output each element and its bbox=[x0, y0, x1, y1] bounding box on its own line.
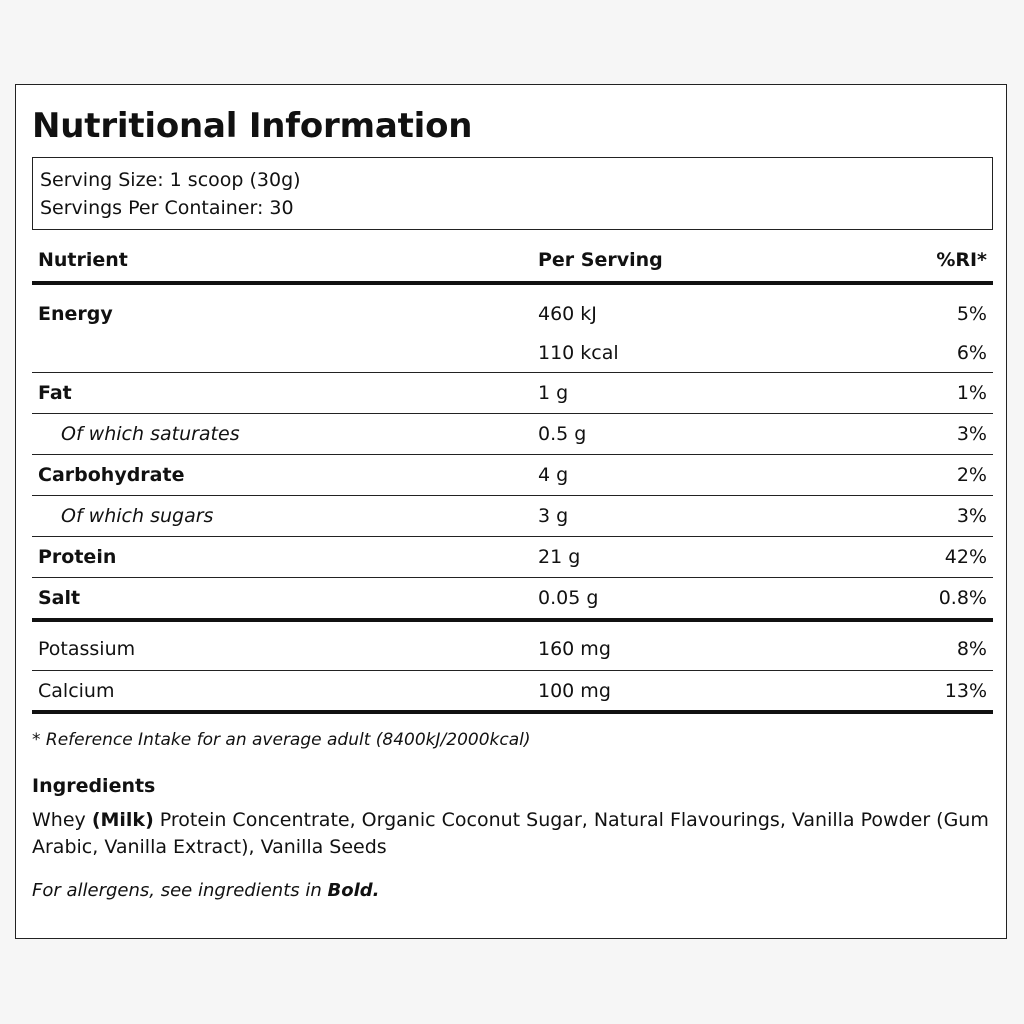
allergen-note-bold: Bold. bbox=[327, 880, 380, 901]
nutrient-name: Of which saturates bbox=[61, 423, 240, 445]
ingredients-heading: Ingredients bbox=[32, 775, 156, 797]
nutrient-name: Calcium bbox=[38, 680, 115, 702]
table-row-energy bbox=[32, 285, 993, 373]
header-per-serving: Per Serving bbox=[538, 249, 663, 271]
table-row-calcium bbox=[32, 671, 993, 714]
serving-size: Serving Size: 1 scoop (30g) bbox=[40, 169, 301, 191]
table-row-potassium bbox=[32, 622, 993, 671]
reference-intake-note: * Reference Intake for an average adult (8400kJ/2000kcal) bbox=[32, 730, 531, 750]
nutrient-value: 3 g bbox=[538, 505, 569, 527]
nutrient-value: 160 mg bbox=[538, 638, 611, 660]
nutrient-ri: 1% bbox=[956, 382, 987, 404]
nutrient-name: Energy bbox=[38, 303, 113, 325]
ingredients-part: Whey bbox=[32, 809, 92, 831]
nutrient-ri: 5% bbox=[956, 303, 987, 325]
nutrient-ri: 6% bbox=[956, 342, 987, 364]
nutrient-ri: 2% bbox=[956, 464, 987, 486]
nutrient-value: 1 g bbox=[538, 382, 569, 404]
table-row-protein bbox=[32, 537, 993, 578]
nutrient-name: Salt bbox=[38, 587, 81, 609]
allergen-note-text: For allergens, see ingredients in bbox=[32, 880, 328, 901]
nutrient-ri: 42% bbox=[944, 546, 987, 568]
nutrition-table bbox=[32, 233, 993, 714]
allergen-highlight: (Milk) bbox=[91, 809, 154, 831]
allergen-note bbox=[32, 880, 379, 901]
ingredients-part: Protein Concentrate, Organic Coconut Sugar, Natural Flavourings, Vanilla Powder (Gum Arabic, Vanilla Extract), Vanilla Seeds bbox=[32, 809, 989, 858]
nutrient-value: 0.05 g bbox=[538, 587, 599, 609]
nutrient-ri: 0.8% bbox=[938, 587, 987, 609]
nutrient-value: 4 g bbox=[538, 464, 569, 486]
page-title: Nutritional Information bbox=[32, 106, 473, 146]
nutrient-name: Potassium bbox=[38, 638, 136, 660]
nutrient-name: Of which sugars bbox=[61, 505, 214, 527]
table-header bbox=[32, 233, 993, 285]
table-row-sugars bbox=[32, 496, 993, 537]
nutrient-ri: 3% bbox=[956, 505, 987, 527]
nutrient-name: Protein bbox=[38, 546, 117, 568]
nutrient-value: 460 kJ bbox=[538, 303, 597, 325]
table-row-salt bbox=[32, 578, 993, 622]
nutrient-value: 0.5 g bbox=[538, 423, 587, 445]
nutrition-panel bbox=[15, 84, 1007, 939]
table-row-saturates bbox=[32, 414, 993, 455]
serving-info-box bbox=[32, 157, 993, 230]
nutrient-ri: 13% bbox=[944, 680, 987, 702]
nutrient-value: 110 kcal bbox=[538, 342, 619, 364]
nutrient-name: Fat bbox=[38, 382, 72, 404]
nutrient-value: 100 mg bbox=[538, 680, 611, 702]
nutrient-value: 21 g bbox=[538, 546, 581, 568]
nutrient-ri: 8% bbox=[956, 638, 987, 660]
header-nutrient: Nutrient bbox=[38, 249, 128, 271]
servings-per-container: Servings Per Container: 30 bbox=[40, 197, 294, 219]
nutrient-ri: 3% bbox=[956, 423, 987, 445]
ingredients-text bbox=[32, 807, 992, 861]
table-row-fat bbox=[32, 373, 993, 414]
header-ri: %RI* bbox=[936, 249, 987, 271]
table-row-carbohydrate bbox=[32, 455, 993, 496]
nutrient-name: Carbohydrate bbox=[38, 464, 185, 486]
